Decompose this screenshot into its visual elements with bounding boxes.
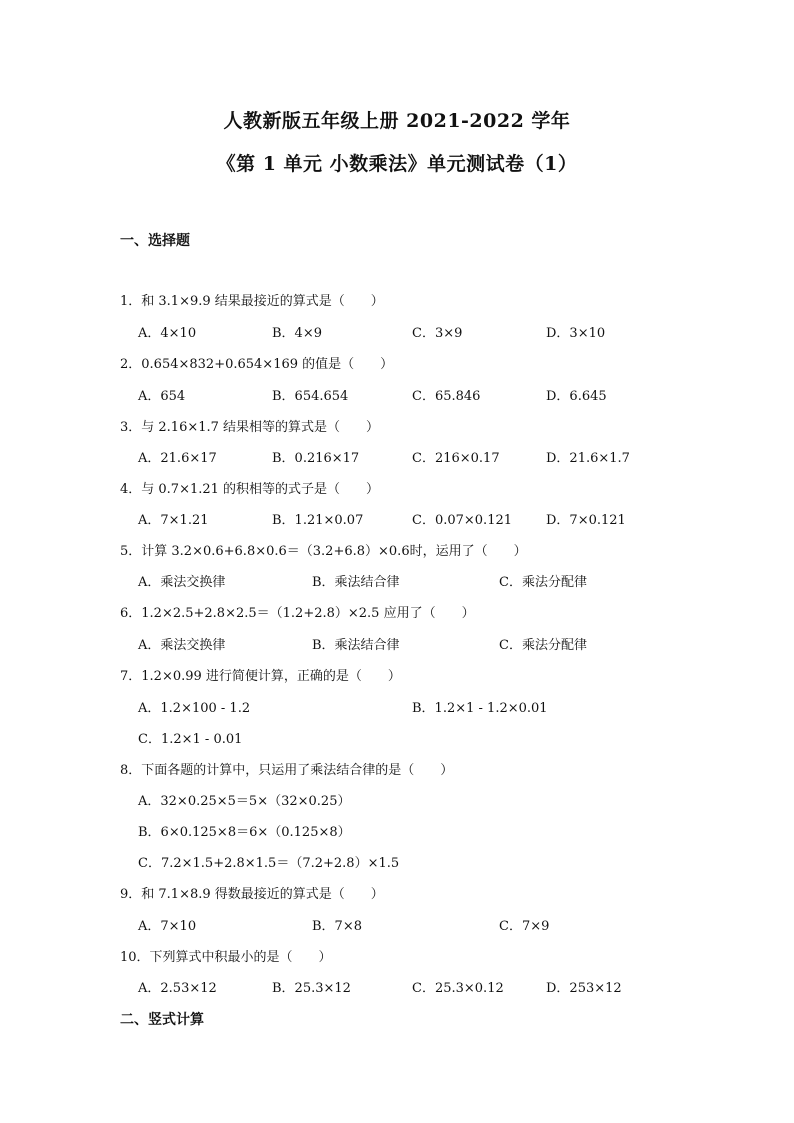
question-10: 10．下列算式中积最小的是（ ） bbox=[120, 950, 332, 965]
q10-option-c: C．25.3×0.12 bbox=[412, 981, 504, 996]
question-9: 9．和 7.1×8.9 得数最接近的算式是（ ） bbox=[120, 887, 384, 902]
q9-option-a: A．7×10 bbox=[138, 919, 197, 934]
question-3: 3．与 2.16×1.7 结果相等的算式是（ ） bbox=[120, 420, 380, 435]
q5-option-b: B．乘法结合律 bbox=[312, 575, 400, 590]
q4-option-a: A．7×1.21 bbox=[138, 513, 209, 528]
q5-option-a: A．乘法交换律 bbox=[138, 575, 226, 590]
q2-option-b: B．654.654 bbox=[272, 389, 349, 404]
q6-option-b: B．乘法结合律 bbox=[312, 638, 400, 653]
q2-option-a: A．654 bbox=[138, 389, 186, 404]
q9-option-b: B．7×8 bbox=[312, 919, 362, 934]
section-heading-vertical-calc: 二、竖式计算 bbox=[120, 1012, 204, 1028]
q9-option-c: C．7×9 bbox=[499, 919, 550, 934]
q8-option-a: A．32×0.25×5＝5×（32×0.25） bbox=[138, 794, 351, 809]
question-5: 5．计算 3.2×0.6+6.8×0.6＝（3.2+6.8）×0.6时，运用了（ ） bbox=[120, 544, 527, 559]
question-1: 1．和 3.1×9.9 结果最接近的算式是（ ） bbox=[120, 294, 384, 309]
q10-option-d: D．253×12 bbox=[546, 981, 622, 996]
q4-option-d: D．7×0.121 bbox=[546, 513, 626, 528]
q2-option-c: C．65.846 bbox=[412, 389, 481, 404]
section-heading-choice: 一、选择题 bbox=[120, 233, 190, 249]
q4-option-c: C．0.07×0.121 bbox=[412, 513, 513, 528]
question-4: 4．与 0.7×1.21 的积相等的式子是（ ） bbox=[120, 482, 380, 497]
q6-option-a: A．乘法交换律 bbox=[138, 638, 226, 653]
q6-option-c: C．乘法分配律 bbox=[499, 638, 587, 653]
q1-option-a: A．4×10 bbox=[138, 326, 197, 341]
q2-option-d: D．6.645 bbox=[546, 389, 607, 404]
question-6: 6．1.2×2.5+2.8×2.5＝（1.2+2.8）×2.5 应用了（ ） bbox=[120, 606, 475, 621]
q3-option-b: B．0.216×17 bbox=[272, 451, 360, 466]
q5-option-c: C．乘法分配律 bbox=[499, 575, 587, 590]
q1-option-d: D．3×10 bbox=[546, 326, 606, 341]
question-2: 2．0.654×832+0.654×169 的值是（ ） bbox=[120, 357, 394, 372]
q7-option-b: B．1.2×1 - 1.2×0.01 bbox=[412, 701, 548, 716]
question-7: 7．1.2×0.99 进行简便计算，正确的是（ ） bbox=[120, 669, 401, 684]
q1-option-b: B．4×9 bbox=[272, 326, 322, 341]
q1-option-c: C．3×9 bbox=[412, 326, 463, 341]
q10-option-a: A．2.53×12 bbox=[138, 981, 217, 996]
title-line-1: 人教新版五年级上册 2021-2022 学年 bbox=[223, 110, 571, 132]
q8-option-b: B．6×0.125×8＝6×（0.125×8） bbox=[138, 825, 351, 840]
q8-option-c: C．7.2×1.5+2.8×1.5＝（7.2+2.8）×1.5 bbox=[138, 856, 400, 871]
q3-option-d: D．21.6×1.7 bbox=[546, 451, 630, 466]
question-8: 8．下面各题的计算中，只运用了乘法结合律的是（ ） bbox=[120, 763, 454, 778]
title-line-2: 《第 1 单元 小数乘法》单元测试卷（1） bbox=[216, 153, 578, 175]
q7-option-c: C．1.2×1 - 0.01 bbox=[138, 732, 243, 747]
q4-option-b: B．1.21×0.07 bbox=[272, 513, 364, 528]
q7-option-a: A．1.2×100 - 1.2 bbox=[138, 701, 251, 716]
q10-option-b: B．25.3×12 bbox=[272, 981, 351, 996]
q3-option-c: C．216×0.17 bbox=[412, 451, 500, 466]
q3-option-a: A．21.6×17 bbox=[138, 451, 217, 466]
